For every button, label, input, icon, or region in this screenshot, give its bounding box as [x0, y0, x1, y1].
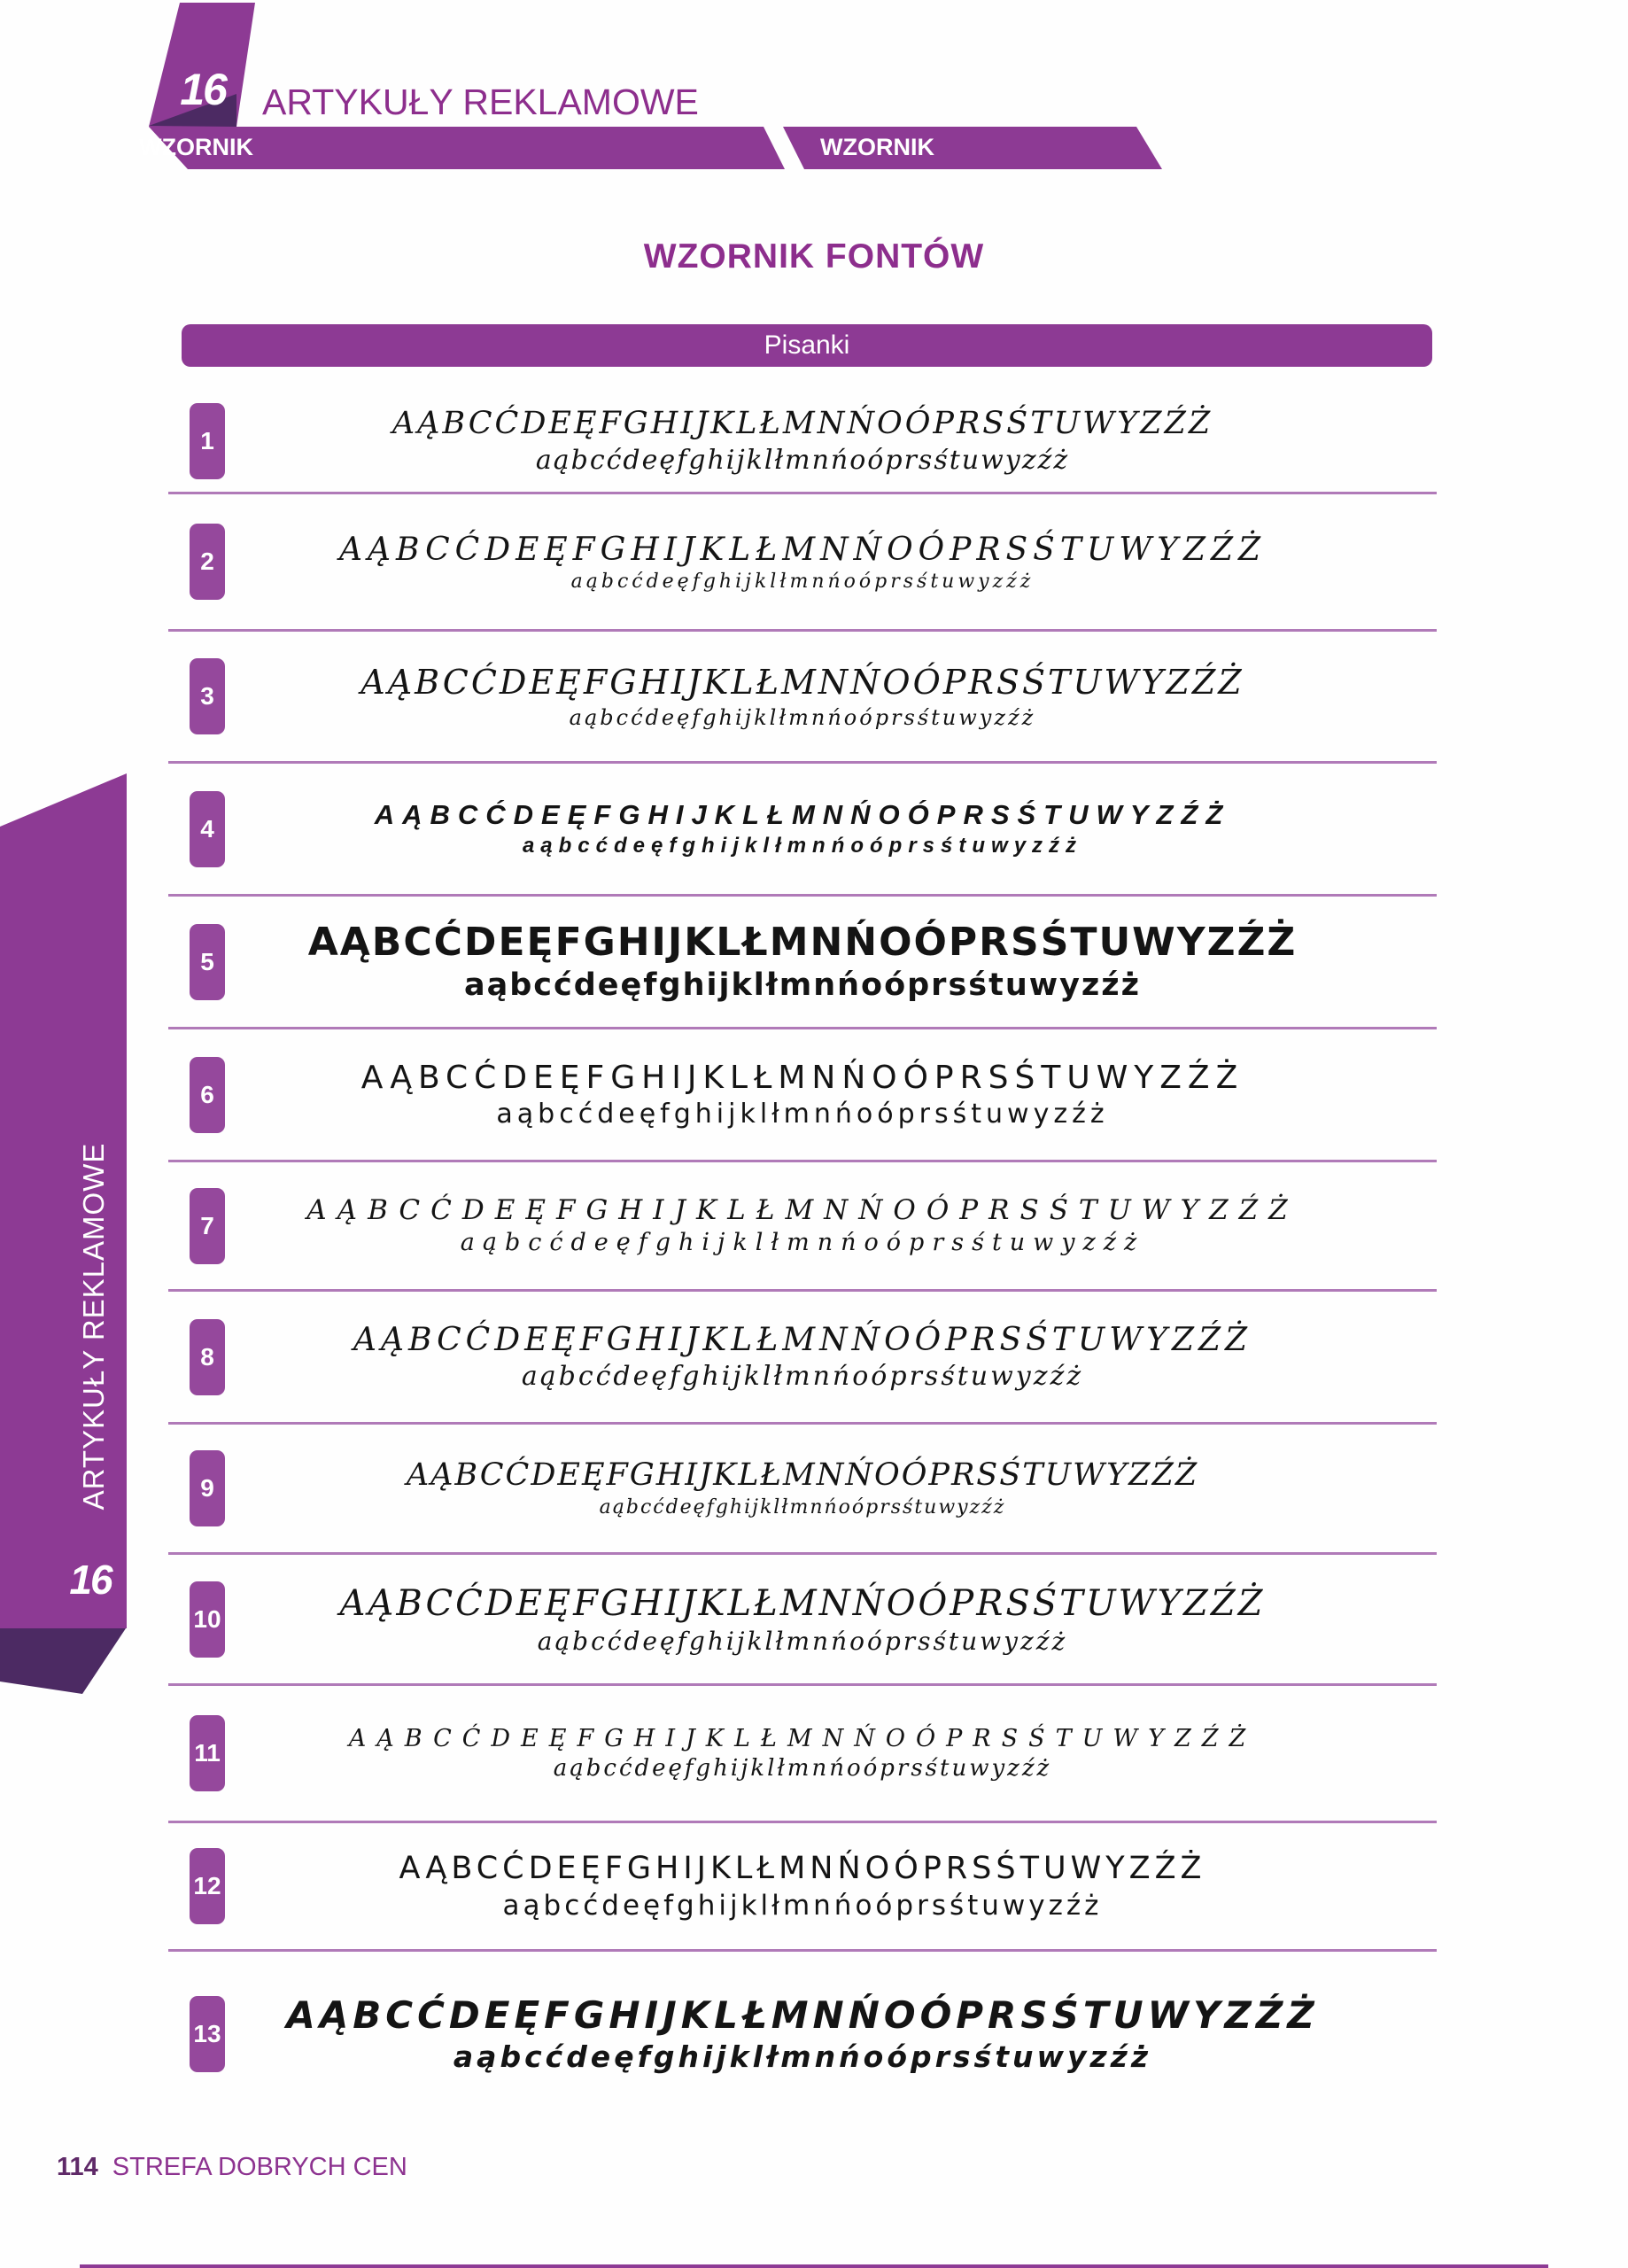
chapter-title: ARTYKUŁY REKLAMOWE [262, 82, 699, 122]
font-row [168, 1555, 1437, 1686]
font-row [168, 764, 1437, 897]
font-row [168, 390, 1437, 494]
row-number-badge: 7 [190, 1188, 225, 1264]
lowercase-alphabet-sample: aąbcćdeęfghijklłmnńoóprsśtuwyzźż [521, 1361, 1084, 1393]
font-row [168, 632, 1437, 764]
uppercase-alphabet-sample: AĄBCĆDEĘFGHIJKLŁMNŃOÓPRSŚTUWYZŹŻ [399, 1850, 1206, 1886]
footer-page-number: 114 [57, 2153, 98, 2181]
lowercase-alphabet-sample: aąbcćdeęfghijklłmnńoóprsśtuwyzźż [453, 2039, 1152, 2075]
font-row [168, 1425, 1437, 1555]
lowercase-alphabet-sample: aąbcćdeęfghijklłmnńoóprsśtuwyzźż [569, 704, 1036, 730]
lowercase-alphabet-sample: aąbcćdeęfghijklłmnńoóprsśtuwyzźż [463, 967, 1142, 1004]
lowercase-alphabet-sample: aąbcćdeęfghijklłmnńoóprsśtuwyzźż [537, 1627, 1068, 1656]
uppercase-alphabet-sample: AĄBCĆDEĘFGHIJKLŁMNŃOÓPRSŚTUWYZŹŻ [374, 799, 1231, 831]
row-number-badge: 9 [190, 1450, 225, 1526]
row-number-badge: 10 [190, 1581, 225, 1658]
font-row [168, 494, 1437, 632]
font-row [168, 1029, 1437, 1162]
banner-label-wzornik-2: WZORNIK [820, 134, 934, 160]
uppercase-alphabet-sample: AĄBCĆDEĘFGHIJKLŁMNŃOÓPRSŚTUWYZŹŻ [360, 1060, 1244, 1097]
sidebar-vertical-label: ARTYKUŁY REKLAMOWE [77, 1142, 110, 1511]
sidebar-band-tail [0, 1628, 126, 1694]
uppercase-alphabet-sample: AĄBCĆDEĘFGHIJKLŁMNŃOÓPRSŚTUWYZŹŻ [353, 1322, 1252, 1359]
lowercase-alphabet-sample: aąbcćdeęfghijklłmnńoóprsśtuwyzźż [570, 570, 1035, 593]
font-row [168, 897, 1437, 1029]
uppercase-alphabet-sample: AĄBCĆDEĘFGHIJKLŁMNŃOÓPRSŚTUWYZŹŻ [286, 1992, 1319, 2037]
banner-label-wzornik-1: WZORNIK [139, 134, 253, 160]
footer [57, 2153, 407, 2182]
row-number-badge: 11 [190, 1715, 225, 1791]
section-header-pisanki: Pisanki [182, 324, 1432, 367]
uppercase-alphabet-sample: AĄBCĆDEĘFGHIJKLŁMNŃOÓPRSŚTUWYZŹŻ [406, 1457, 1199, 1494]
uppercase-alphabet-sample: AĄBCĆDEĘFGHIJKLŁMNŃOÓPRSŚTUWYZŹŻ [391, 405, 1213, 441]
chapter-number: 16 [180, 65, 226, 114]
row-number-badge: 4 [190, 791, 225, 867]
uppercase-alphabet-sample: AĄBCĆDEĘFGHIJKLŁMNŃOÓPRSŚTUWYZŹŻ [339, 531, 1266, 568]
font-row [168, 1162, 1437, 1292]
lowercase-alphabet-sample: aąbcćdeęfghijklłmnńoóprsśtuwyzźż [553, 1754, 1052, 1782]
row-number-badge: 6 [190, 1057, 225, 1133]
row-number-badge: 2 [190, 524, 225, 600]
font-row [168, 1952, 1437, 2116]
sidebar-chapter-number: 16 [69, 1557, 112, 1603]
lowercase-alphabet-sample: aąbcćdeęfghijklłmnńoóprsśtuwyzźż [460, 1229, 1145, 1256]
uppercase-alphabet-sample: AĄBCĆDEĘFGHIJKLŁMNŃOÓPRSŚTUWYZŹŻ [360, 663, 1244, 703]
sidebar-ribbon-graphic [0, 762, 133, 1701]
uppercase-alphabet-sample: AĄBCĆDEĘFGHIJKLŁMNŃOÓPRSŚTUWYZŹŻ [339, 1583, 1266, 1624]
bottom-accent-line [80, 2264, 1548, 2268]
uppercase-alphabet-sample: AĄBCĆDEĘFGHIJKLŁMNŃOÓPRSŚTUWYZŹŻ [307, 920, 1298, 966]
footer-label: STREFA DOBRYCH CEN [112, 2153, 407, 2181]
row-number-badge: 3 [190, 658, 225, 734]
lowercase-alphabet-sample: aąbcćdeęfghijklłmnńoóprsśtuwyzźż [535, 444, 1070, 476]
row-number-badge: 8 [190, 1319, 225, 1395]
lowercase-alphabet-sample: aąbcćdeęfghijklłmnńoóprsśtuwyzźż [599, 1496, 1006, 1519]
font-row [168, 1686, 1437, 1823]
row-number-badge: 13 [190, 1996, 225, 2072]
lowercase-alphabet-sample: aąbcćdeęfghijklłmnńoóprsśtuwyzźż [502, 1889, 1103, 1922]
lowercase-alphabet-sample: aąbcćdeęfghijklłmnńoóprsśtuwyzźż [496, 1099, 1109, 1130]
row-number-badge: 1 [190, 403, 225, 479]
uppercase-alphabet-sample: AĄBCĆDEĘFGHIJKLŁMNŃOÓPRSŚTUWYZŹŻ [306, 1194, 1299, 1227]
row-number-badge: 5 [190, 924, 225, 1000]
lowercase-alphabet-sample: aąbcćdeęfghijklłmnńoóprsśtuwyzźż [522, 833, 1083, 858]
page-title: WZORNIK FONTÓW [643, 237, 985, 276]
uppercase-alphabet-sample: AĄBCĆDEĘFGHIJKLŁMNŃOÓPRSŚTUWYZŹŻ [348, 1724, 1257, 1752]
row-number-badge: 12 [190, 1848, 225, 1924]
font-row [168, 1292, 1437, 1425]
font-row [168, 1823, 1437, 1952]
